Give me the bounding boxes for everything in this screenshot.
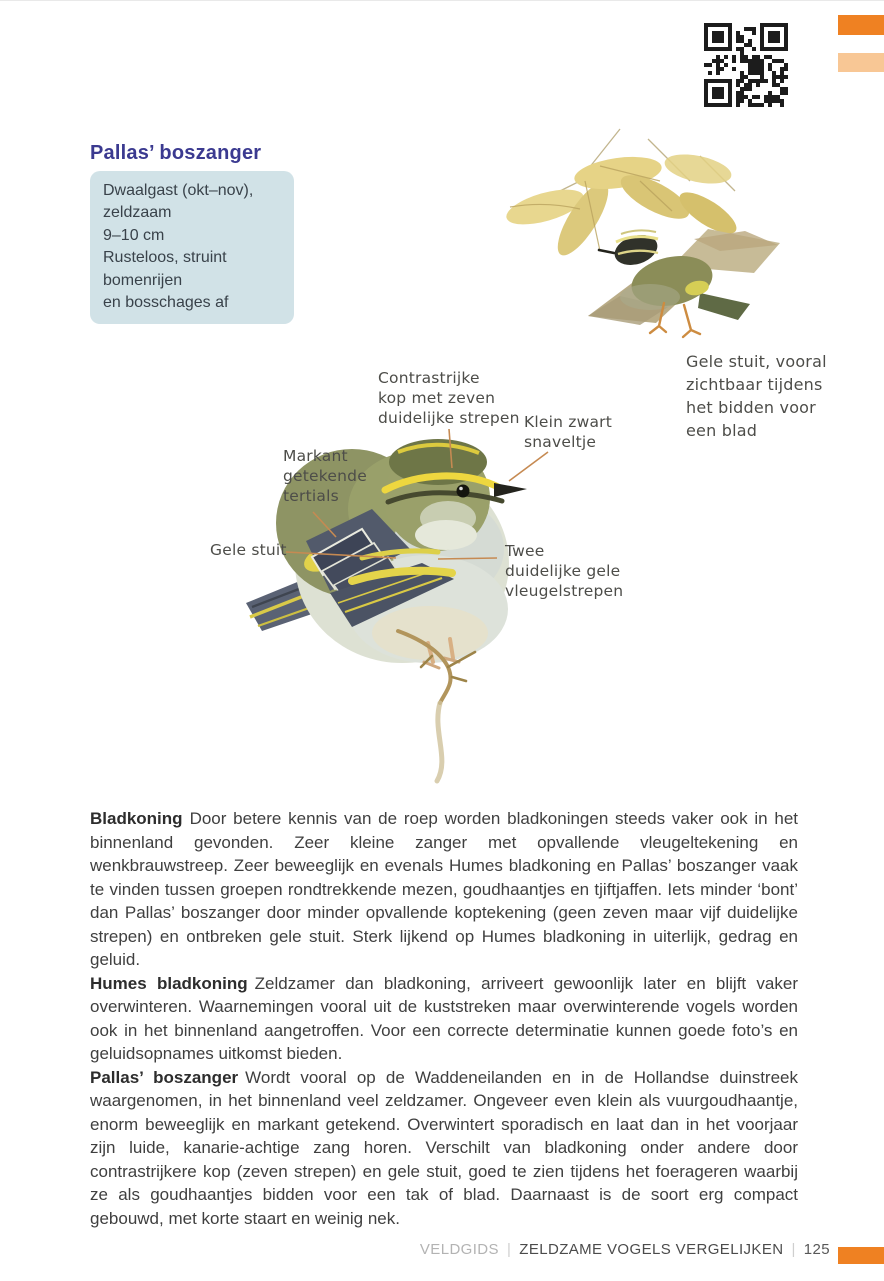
annotation-flight-rump: Gele stuit, vooral zichtbaar tijdens het bidden voor een blad	[686, 352, 827, 440]
page-edge-bar-light	[838, 53, 884, 72]
species-lead: Pallas’ boszanger	[90, 1067, 239, 1087]
paragraph-pallas-boszanger: Pallas’ boszanger Wordt vooral op de Waddeneilanden en in de Hollandse duinstreek waargenomen, in het binnenland veel zeldzamer. Ongeveer even klein als vuurgoudhaantje, enorm beweeglijk en markant getekend. Overwintert sporadisch en laat dan in het voorjaar zijn luide, kanarie-achtige zang horen. Verschilt van bladkoning onder andere door contrastrijkere kop (zeven strepen) en gele stuit, goed te zien tijdens het foerageren waarbij ze als goudhaantjes bidden voor een tak of blad. Daarnaast is de soort erg compact gebouwd, met korte staart en weinig nek.	[90, 1067, 798, 1228]
info-line: 9–10 cm	[103, 226, 165, 244]
annotation-wingbars: Twee duidelijke gele vleugelstrepen	[505, 542, 624, 600]
flying-bird-illustration	[588, 229, 780, 337]
species-lead: Humes bladkoning	[90, 973, 248, 993]
footer-separator: |	[506, 1241, 512, 1258]
page-edge-bar-dark	[838, 15, 884, 35]
info-line: en bosschages af	[103, 294, 229, 312]
footer-separator: |	[791, 1241, 796, 1258]
annotation-bill: Klein zwart snaveltje	[524, 413, 613, 451]
annotation-rump: Gele stuit	[210, 541, 287, 559]
paragraph-bladkoning: Bladkoning Door betere kennis van de roep worden bladkoningen steeds vaker ook in het binnenland gevonden. Zeer kleine zanger met opvallende vleugeltekening en wenkbrauwstreep. Zeer beweeglijk en evenals Humes bladkoning en Pallas’ boszanger vaak te vinden tussen groepen rondtrekkende mezen, goudhaantjes en tjiftjaffen. Iets minder ‘bont’ dan Pallas’ boszanger door minder opvallende koptekening (geen zeven maar vijf duidelijke strepen) en ontbreken gele stuit. Sterk lijkend op Humes bladkoning in uiterlijk, gedrag en geluid.	[90, 809, 798, 969]
info-line: zeldzaam	[103, 204, 172, 222]
species-comparison-text	[90, 807, 798, 1230]
species-lead: Bladkoning	[90, 809, 183, 828]
qr-code-icon	[703, 23, 789, 107]
page-footer	[420, 1241, 830, 1258]
annotation-head-stripes: Contrastrijke kop met zeven duidelijke strepen	[378, 369, 520, 427]
footer-edge-bar	[838, 1247, 884, 1264]
paragraph-humes-bladkoning: Humes bladkoning Zeldzamer dan bladkoning, arriveert gewoonlijk later en blijft vaker overwinteren. Waarnemingen vooral uit de kuststreken maar overwinterende vogels worden ook in het binnenland aangetroffen. Voor een correcte determinatie kunnen goede foto’s en geluidsopnames uitkomst bieden.	[90, 973, 799, 1063]
info-line: Rusteloos, struint bomenrijen	[103, 249, 227, 289]
footer-section: ZELDZAME VOGELS VERGELIJKEN	[519, 1241, 784, 1258]
page-number: 125	[803, 1241, 830, 1258]
annotation-tertials: Markant getekende tertials	[283, 447, 367, 505]
info-line: Dwaalgast (okt–nov),	[103, 182, 254, 199]
page-title: Pallas’ boszanger	[90, 142, 262, 165]
bird-illustration	[0, 111, 884, 801]
footer-brand: VELDGIDS	[419, 1241, 499, 1258]
